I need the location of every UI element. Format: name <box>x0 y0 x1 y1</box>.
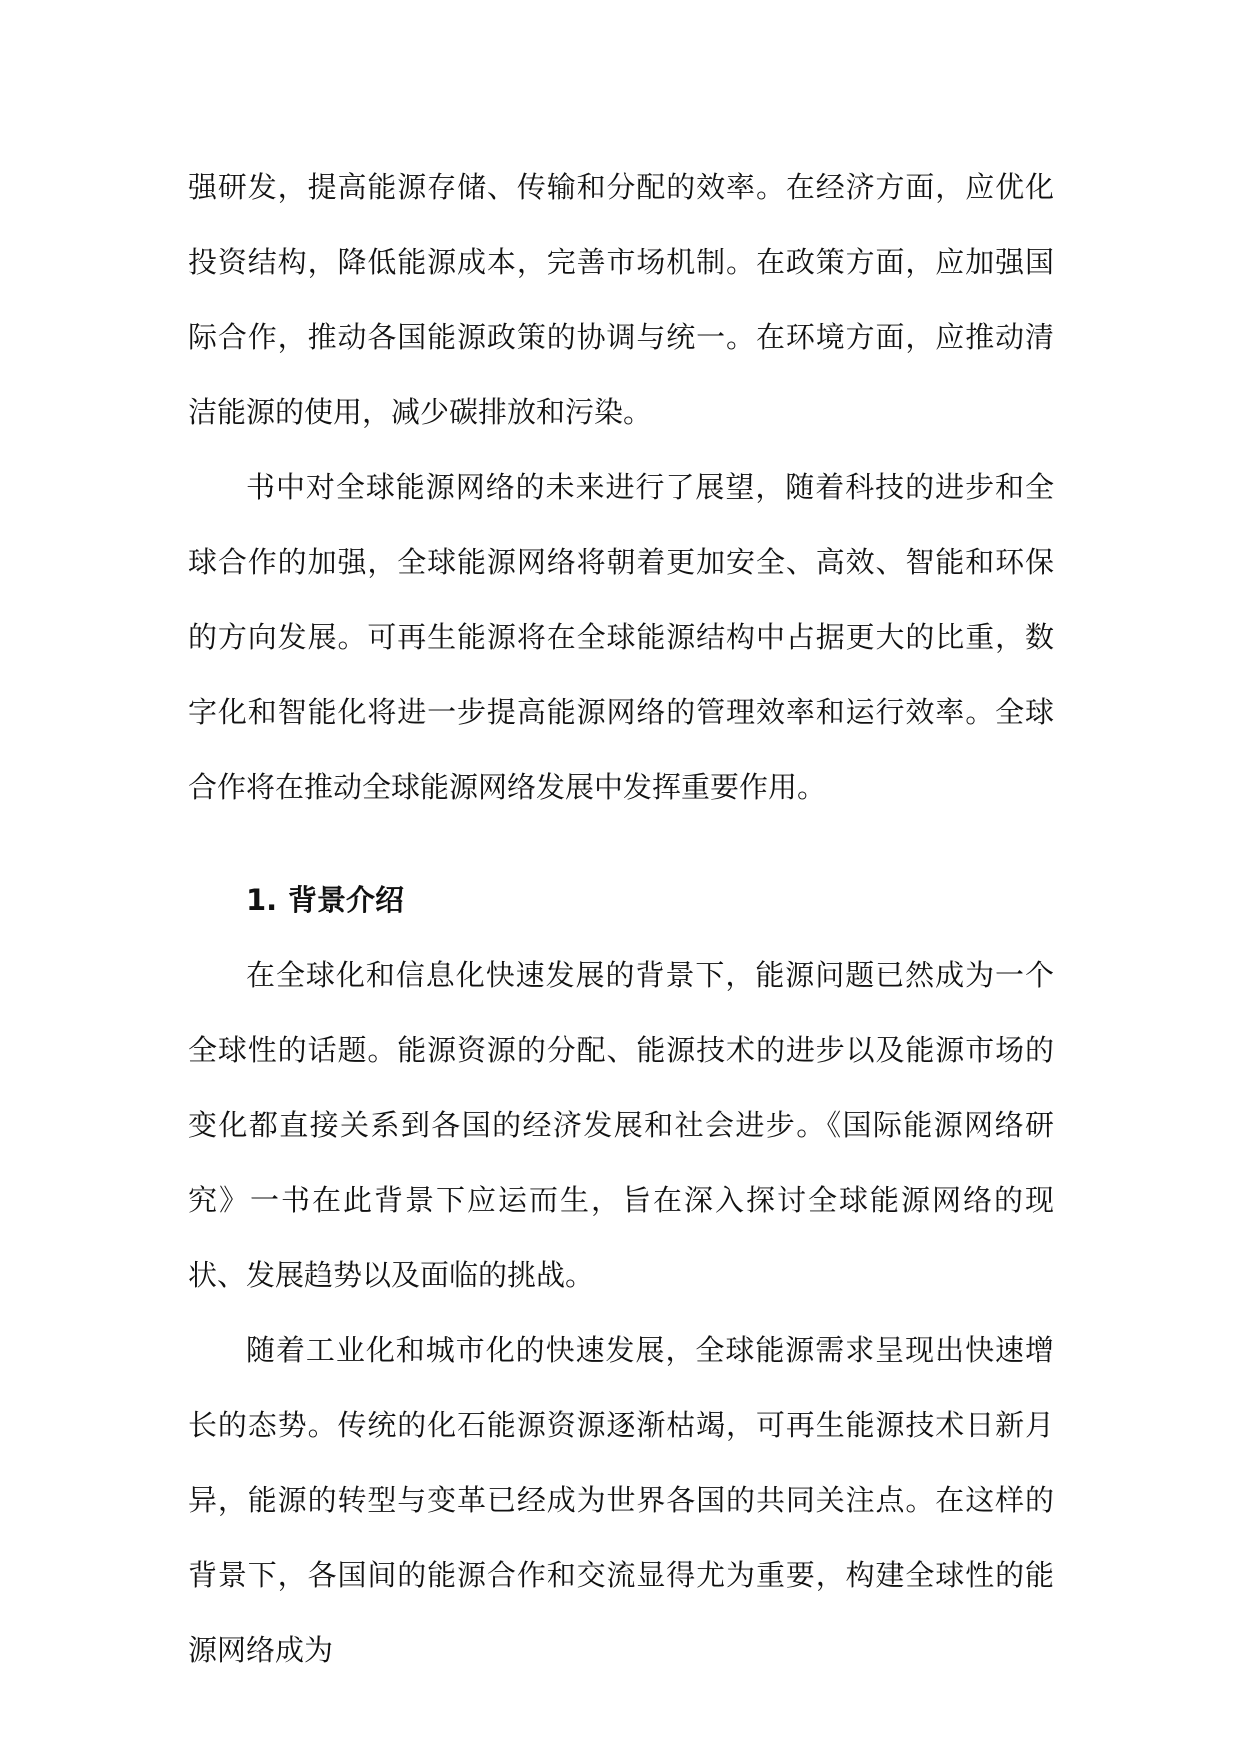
paragraph-1: 强研发，提高能源存储、传输和分配的效率。在经济方面，应优化投资结构，降低能源成本，完善市场机制。在政策方面，应加强国际合作，推动各国能源政策的协调与统一。在环境方面，应推动清洁能源的使用，减少碳排放和污染。 <box>188 170 1054 429</box>
section-heading <box>188 863 1054 938</box>
paragraph-4: 随着工业化和城市化的快速发展，全球能源需求呈现出快速增长的态势。传统的化石能源资源逐渐枯竭，可再生能源技术日新月异，能源的转型与变革已经成为世界各国的共同关注点。在这样的背景下，各国间的能源合作和交流显得尤为重要，构建全球性的能源网络成为 <box>188 1333 1054 1667</box>
paragraph-3: 在全球化和信息化快速发展的背景下，能源问题已然成为一个全球性的话题。能源资源的分配、能源技术的进步以及能源市场的变化都直接关系到各国的经济发展和社会进步。《国际能源网络研究》一书在此背景下应运而生，旨在深入探讨全球能源网络的现状、发展趋势以及面临的挑战。 <box>188 958 1054 1292</box>
section-title: 背景介绍 <box>288 883 405 917</box>
paragraph-2: 书中对全球能源网络的未来进行了展望，随着科技的进步和全球合作的加强，全球能源网络将朝着更加安全、高效、智能和环保的方向发展。可再生能源将在全球能源结构中占据更大的比重，数字化和智能化将进一步提高能源网络的管理效率和运行效率。全球合作将在推动全球能源网络发展中发挥重要作用。 <box>188 470 1054 804</box>
document-body <box>188 150 1054 1688</box>
section-number: 1. <box>246 883 278 917</box>
